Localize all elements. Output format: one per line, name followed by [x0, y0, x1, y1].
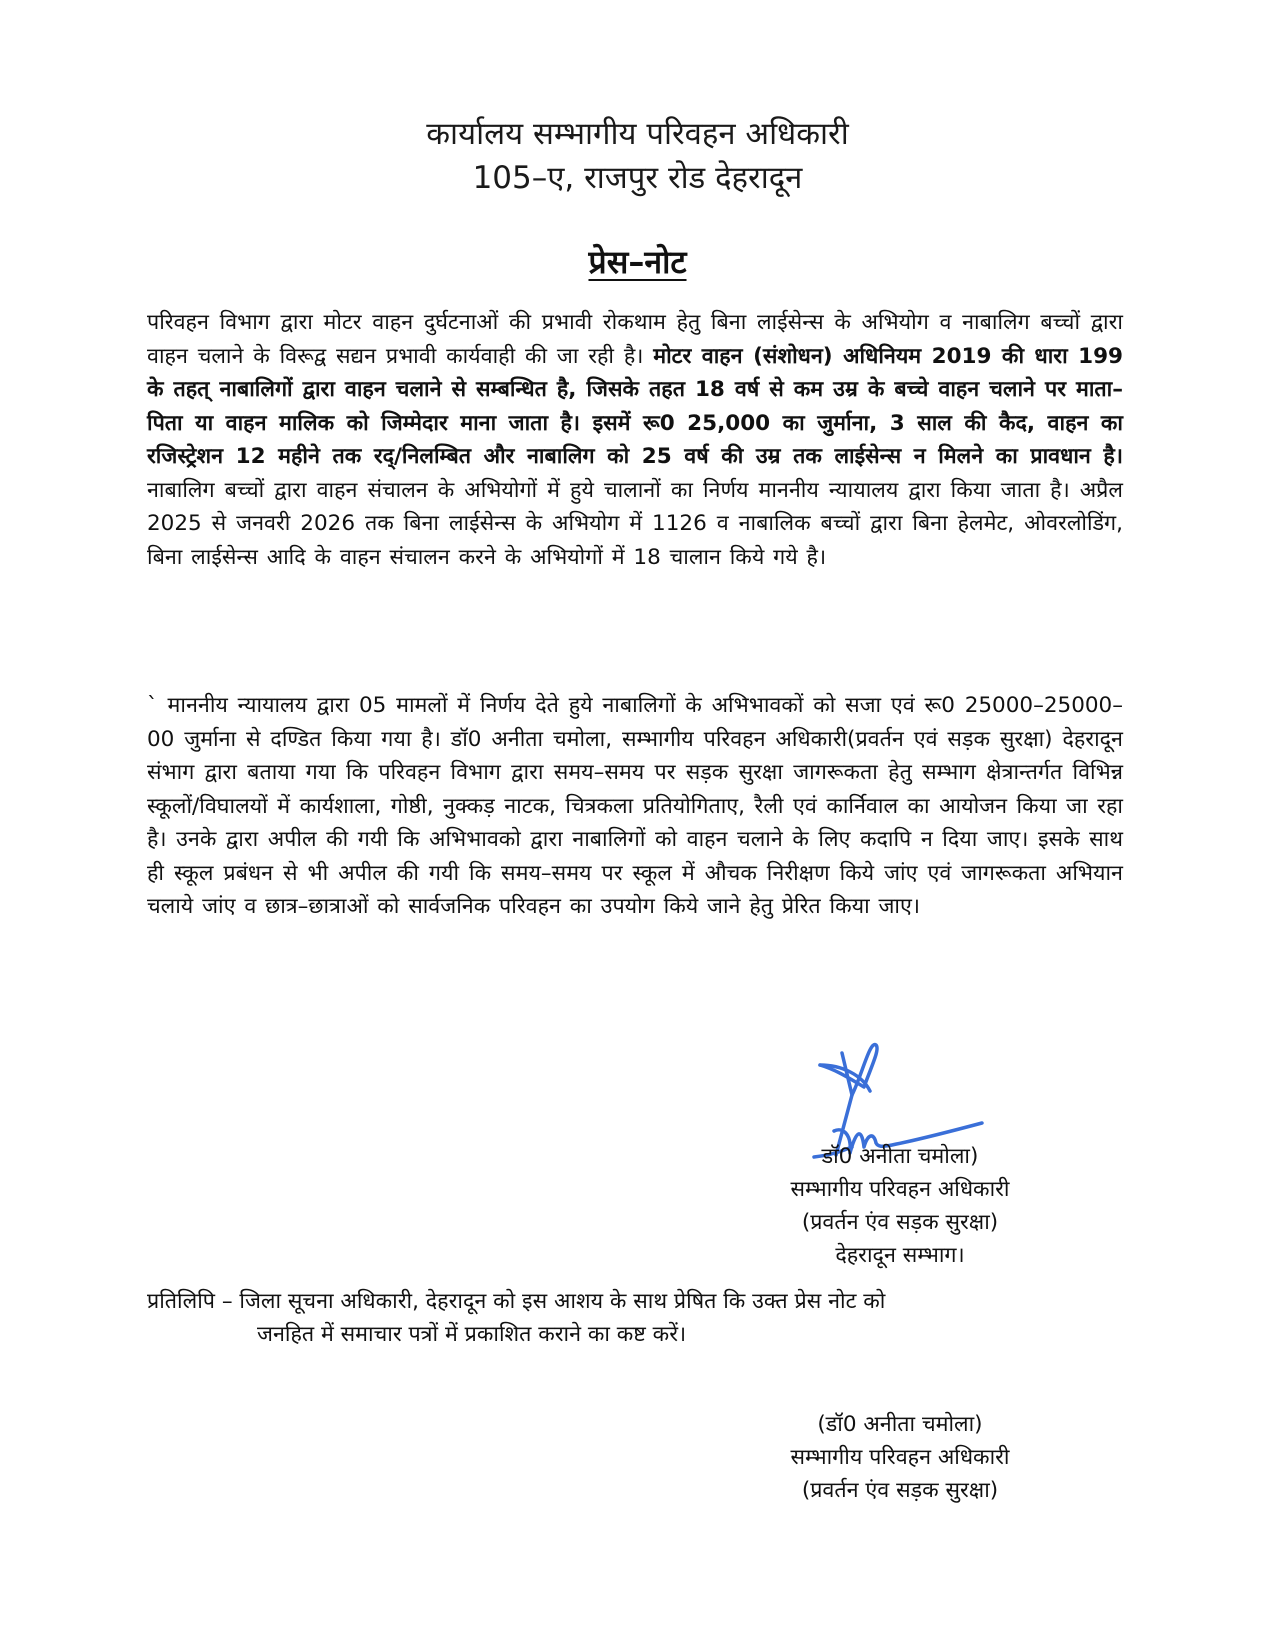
- paragraph-2-text: ` माननीय न्यायालय द्वारा 05 मामलों में निर्णय देते हुये नाबालिगों के अभिभावकों को सजा एवं रू0 25000–25000–00 जुर्माना से दण्डित किया गया है। डॉ0 अनीता चमोला, सम्भागीय परिवहन अधिकारी(प्रवर्तन एवं सड़क सुरक्षा) देहरादून संभाग द्वारा बताया गया कि परिवहन विभाग द्वारा समय–समय पर सड़क सुरक्षा जागरूकता हेतु सम्भाग क्षेत्रान्तर्गत विभिन्न स्कूलों/विघालयों में कार्यशाला, गोष्ठी, नुक्कड़ नाटक, चित्रकला प्रतियोगिताए, रैली एवं कार्निवाल का आयोजन किया जा रहा है। उनके द्वारा अपील की गयी कि अभिभावको द्वारा नाबालिगों को वाहन चलाने के लिए कदापि न दिया जाए। इसके साथ ही स्कूल प्रबंधन से भी अपील की गयी कि समय–समय पर स्कूल में औचक निरीक्षण किये जांए एवं जागरूकता अभियान चलाये जांए व छात्र–छात्राओं को सार्वजनिक परिवहन का उपयोग किये जाने हेतु प्रेरित किया जाए।: [147, 693, 1123, 919]
- signatory-designation: सम्भागीय परिवहन अधिकारी: [790, 1177, 1010, 1202]
- office-name: कार्यालय सम्भागीय परिवहन अधिकारी: [426, 116, 849, 152]
- signature-block: [700, 1140, 1100, 1272]
- paragraph-1: [147, 306, 1123, 574]
- copy-note-line-2: जनहित में समाचार पत्रों में प्रकाशित कराने का कष्ट करें।: [257, 1322, 687, 1347]
- signatory-name: डॉ0 अनीता चमोला): [821, 1144, 979, 1169]
- title-text: प्रेस–नोट: [588, 243, 687, 281]
- paragraph-1-legal-provision: मोटर वाहन (संशोधन) अधिनियम 2019 की धारा 199 के तहत् नाबालिगों द्वारा वाहन चलाने से सम्बन्धित है, जिसके तहत 18 वर्ष से कम उम्र के बच्चे वाहन चलाने पर माता–पिता या वाहन मालिक को जिम्मेदार माना जाता है। इसमें रू0 25,000 का जुर्माना, 3 साल की कैद, वाहन का रजिस्ट्रेशन 12 महीने तक रद्/निलम्बित और नाबालिग को 25 वर्ष की उम्र तक लाईसेन्स न मिलने का प्रावधान है।: [147, 343, 1123, 469]
- paragraph-2: [147, 689, 1123, 924]
- signature-block-copy: [700, 1408, 1100, 1507]
- signatory-department: (प्रवर्तन एंव सड़क सुरक्षा): [801, 1210, 999, 1235]
- signatory-designation: सम्भागीय परिवहन अधिकारी: [790, 1445, 1010, 1470]
- signatory-name: (डॉ0 अनीता चमोला): [817, 1412, 983, 1437]
- paragraph-1-statistics: नाबालिग बच्चों द्वारा वाहन संचालन के अभियोगों में हुये चालानों का निर्णय माननीय न्यायालय द्वारा किया जाता है। अप्रैल 2025 से जनवरी 2026 तक बिना लाईसेन्स के अभियोग में 1126 व नाबालिक बच्चों द्वारा बिना हेलमेट, ओवरलोडिंग, बिना लाईसेन्स आदि के वाहन संचालन करने के अभियोगों में 18 चालान किये गये है।: [147, 477, 1123, 570]
- letterhead: [0, 112, 1275, 200]
- paragraph-1-intro: परिवहन विभाग द्वारा मोटर वाहन दुर्घटनाओं की प्रभावी रोकथाम हेतु बिना लाईसेन्स के अभियोग व नाबालिग बच्चों द्वारा वाहन चलाने के विरूद्व सद्यन प्रभावी कार्यवाही की जा रही है।: [147, 310, 1123, 369]
- signatory-department: (प्रवर्तन एंव सड़क सुरक्षा): [801, 1478, 999, 1503]
- copy-forwarding-note: [147, 1285, 1123, 1351]
- office-address: 105–ए, राजपुर रोड देहरादून: [472, 160, 803, 196]
- signatory-region: देहरादून सम्भाग।: [835, 1243, 965, 1268]
- copy-note-line-1: प्रतिलिपि – जिला सूचना अधिकारी, देहरादून को इस आशय के साथ प्रेषित कि उक्त प्रेस नोट को: [147, 1289, 886, 1314]
- document-title: [0, 240, 1275, 284]
